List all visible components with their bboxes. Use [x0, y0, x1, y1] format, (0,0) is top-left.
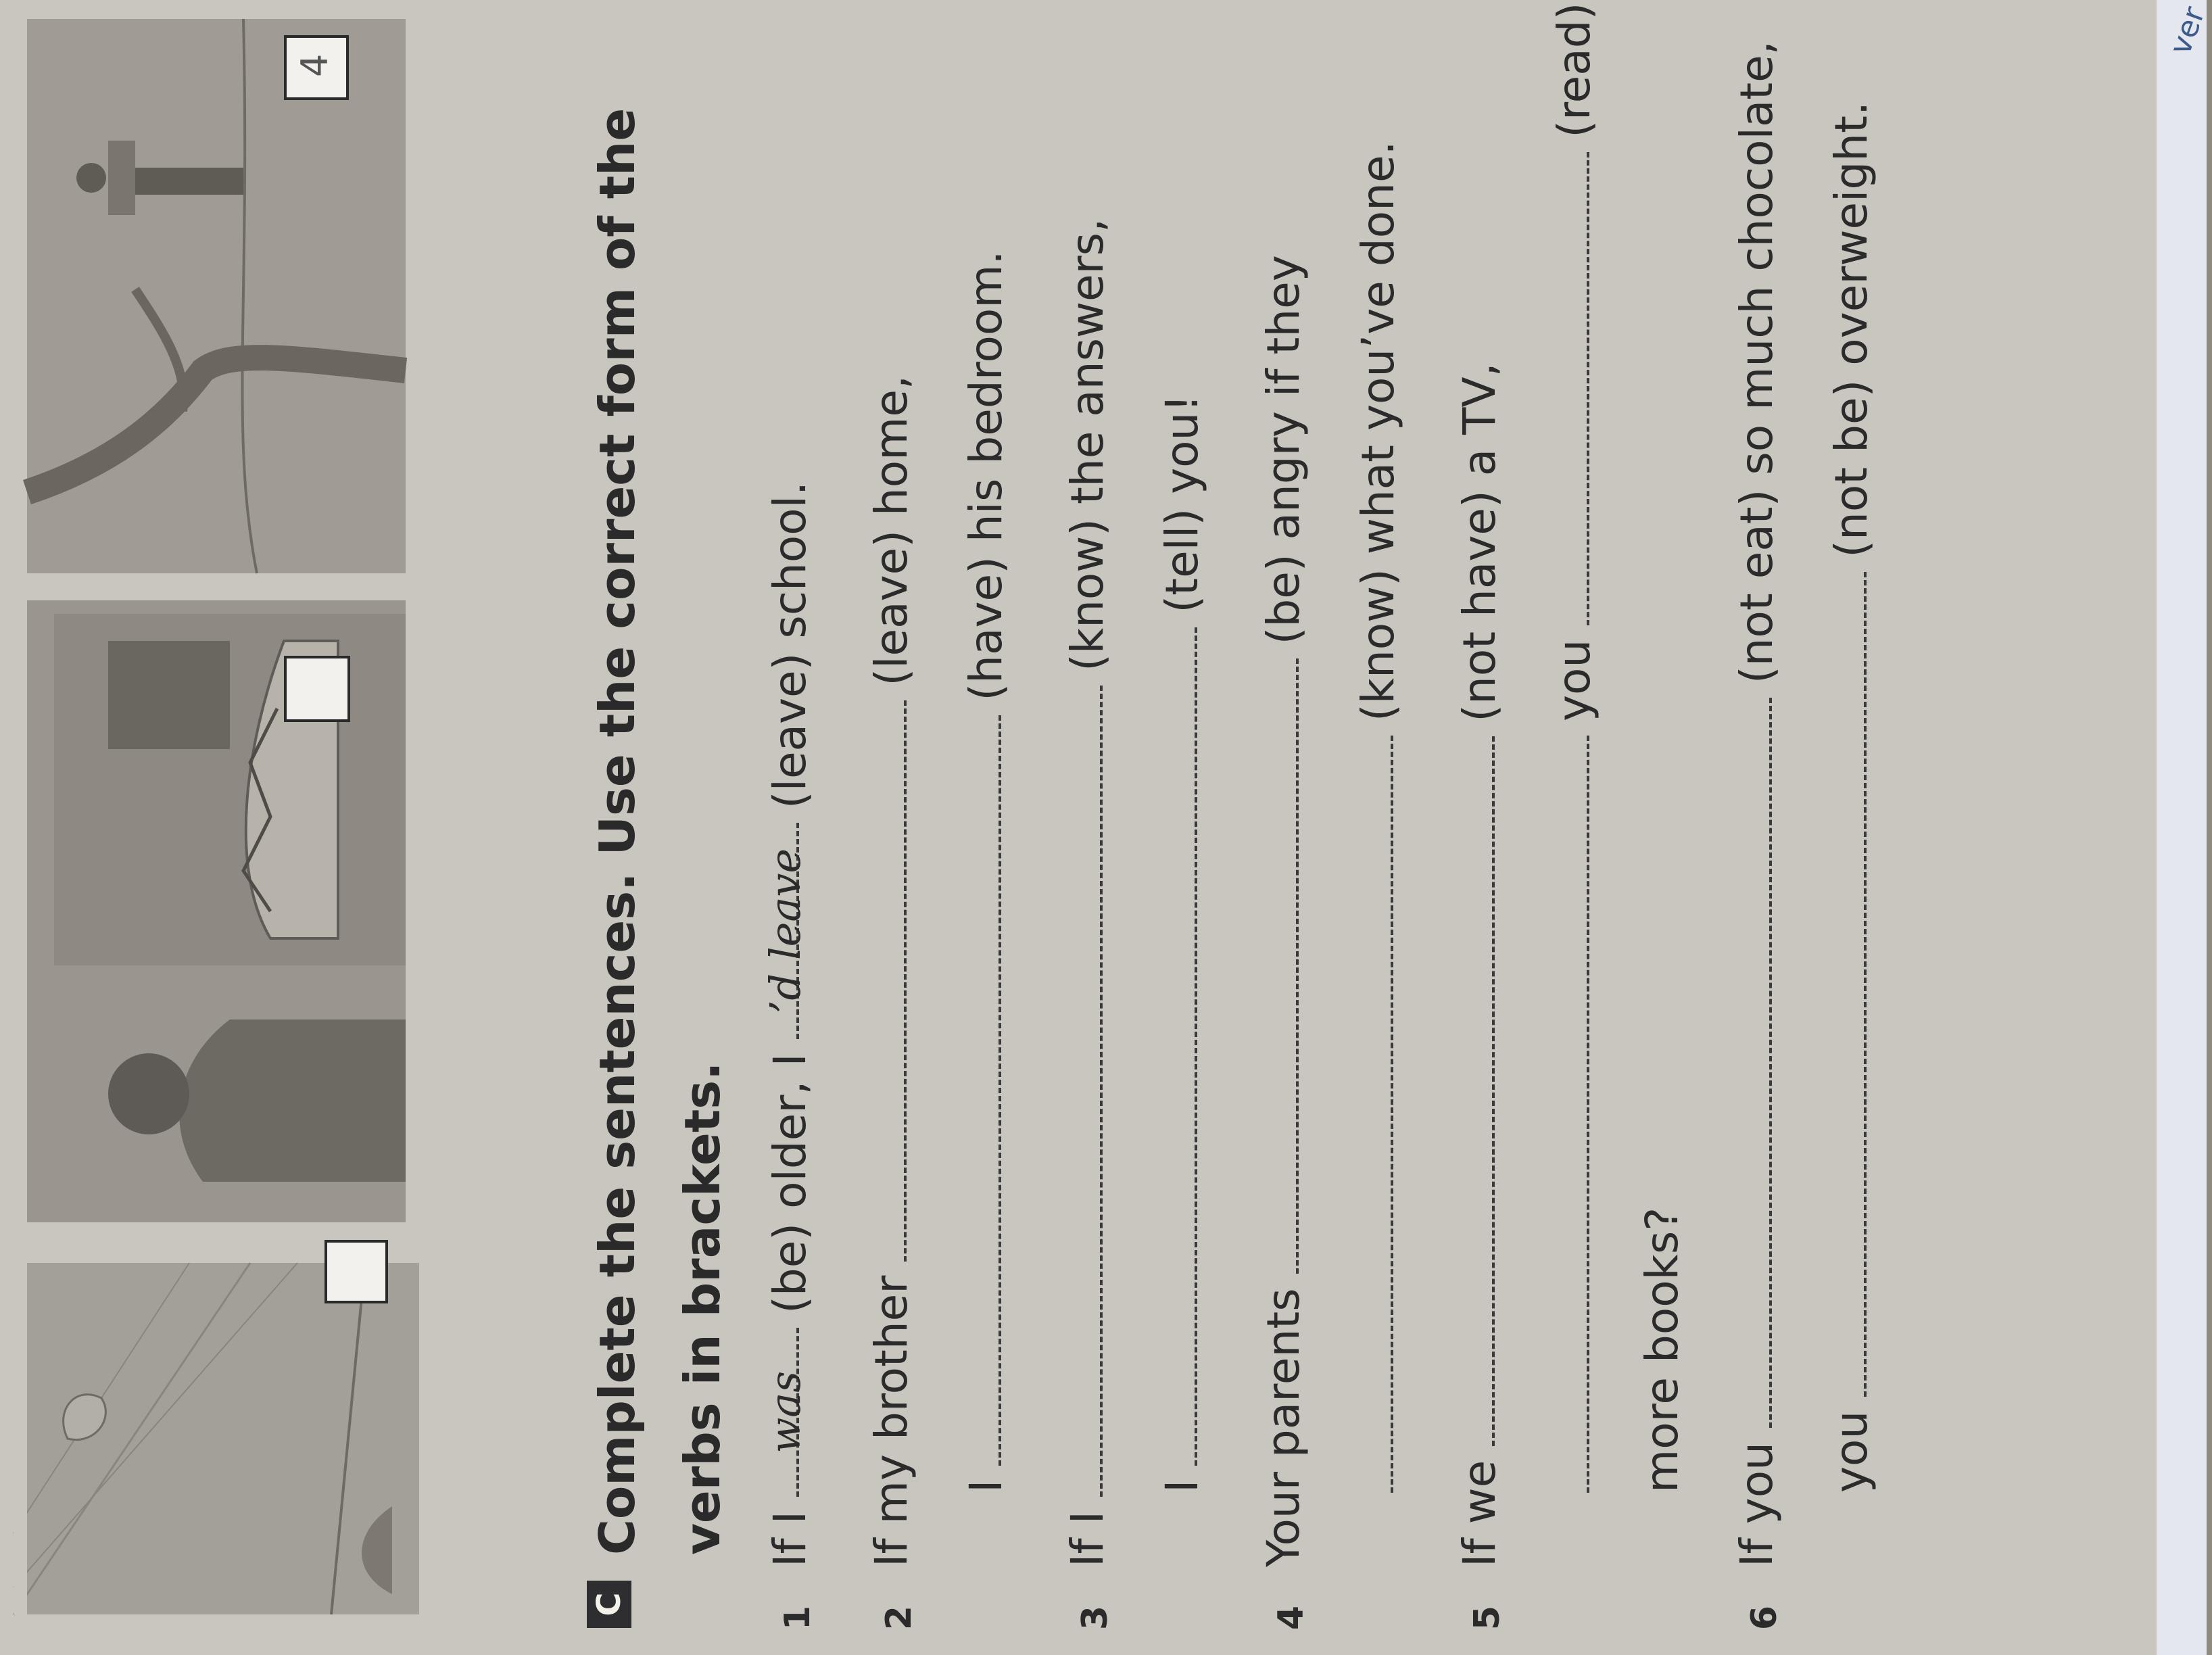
- answer-box-3-value: 4: [293, 53, 336, 77]
- item-4-blank-2[interactable]: [1358, 736, 1393, 1493]
- item-2-line-1: [865, 375, 917, 1567]
- item-5-text-a: If we: [1453, 1460, 1506, 1567]
- item-5-blank-3[interactable]: [1554, 152, 1589, 625]
- item-6-text-b: (not eat) so much chocolate,: [1731, 41, 1783, 684]
- answer-box-1[interactable]: [324, 1240, 388, 1303]
- item-4-text-b: (be) angry if they: [1257, 255, 1309, 645]
- item-6-line-1: [1731, 41, 1783, 1567]
- item-2-text-d: (have) his bedroom.: [960, 250, 1012, 701]
- item-3-line-2: [1156, 394, 1208, 1493]
- item-5-text-c: you: [1548, 639, 1600, 722]
- item-number-1: 1: [777, 1605, 818, 1631]
- illustration-3: [27, 19, 406, 573]
- answer-box-2[interactable]: [284, 656, 350, 722]
- item-1-line: [761, 481, 816, 1567]
- answer-box-3[interactable]: [284, 35, 349, 100]
- item-2-line-2: [960, 251, 1012, 1493]
- item-6-blank-1[interactable]: [1737, 698, 1772, 1428]
- item-1-text-b: (be) older, I: [764, 1053, 816, 1314]
- item-3-blank-2[interactable]: [1162, 627, 1197, 1466]
- item-3-line-1: [1061, 218, 1113, 1567]
- item-2-blank-1[interactable]: [871, 700, 907, 1262]
- item-4-text-a: Your parents: [1257, 1288, 1309, 1567]
- item-1-answer-1: was: [761, 1370, 810, 1454]
- item-4-text-c: (know) what you’ve done.: [1352, 141, 1404, 722]
- item-number-3: 3: [1075, 1605, 1115, 1631]
- item-5-text-d: (read): [1548, 2, 1600, 138]
- item-2-text-b: (leave) home,: [865, 375, 917, 686]
- item-6-line-2: [1825, 101, 1877, 1493]
- item-3-blank-1[interactable]: [1067, 686, 1103, 1497]
- item-5-line-3: more books?: [1636, 1207, 1688, 1493]
- illustration-1: [14, 1263, 419, 1614]
- item-5-line-2: [1548, 3, 1600, 1493]
- item-5-blank-2[interactable]: [1554, 736, 1589, 1493]
- item-6-text-d: (not be) overweight.: [1825, 101, 1877, 558]
- item-5-text-b: (not have) a TV,: [1453, 362, 1506, 722]
- item-2-text-a: If my brother: [865, 1275, 917, 1567]
- item-number-5: 5: [1467, 1605, 1508, 1631]
- item-6-text-c: you: [1825, 1410, 1877, 1493]
- item-1-answer-2: ’d leave: [761, 848, 810, 1014]
- item-3-text-d: (tell) you!: [1156, 394, 1208, 613]
- item-5-line-1: [1453, 362, 1506, 1567]
- item-3-text-a: If I: [1061, 1510, 1113, 1567]
- item-2-text-c: I: [960, 1479, 1012, 1493]
- item-4-line-1: [1257, 255, 1309, 1567]
- item-6-blank-2[interactable]: [1831, 572, 1867, 1397]
- item-number-4: 4: [1271, 1605, 1312, 1631]
- margin-scribble: ver: [2163, 2, 2212, 59]
- item-3-text-b: (know) the answers,: [1061, 218, 1113, 671]
- item-2-blank-2[interactable]: [966, 715, 1001, 1466]
- exercise-letter-badge: C: [587, 1581, 631, 1628]
- item-1-blank-1[interactable]: [761, 1328, 810, 1497]
- item-6-text-a: If you: [1731, 1442, 1783, 1567]
- item-5-blank-1[interactable]: [1460, 736, 1495, 1446]
- item-number-2: 2: [879, 1605, 919, 1631]
- item-number-6: 6: [1744, 1605, 1785, 1631]
- exercise-instruction: Complete the sentences. Use the correct form of the verbs in brackets.: [589, 107, 731, 1555]
- item-1-text-c: (leave) school.: [764, 481, 816, 809]
- item-3-text-c: I: [1156, 1479, 1208, 1493]
- item-1-blank-2[interactable]: [761, 823, 810, 1039]
- item-4-line-2: [1352, 141, 1404, 1493]
- item-1-text-a: If I: [764, 1510, 816, 1567]
- item-4-blank-1[interactable]: [1264, 658, 1299, 1274]
